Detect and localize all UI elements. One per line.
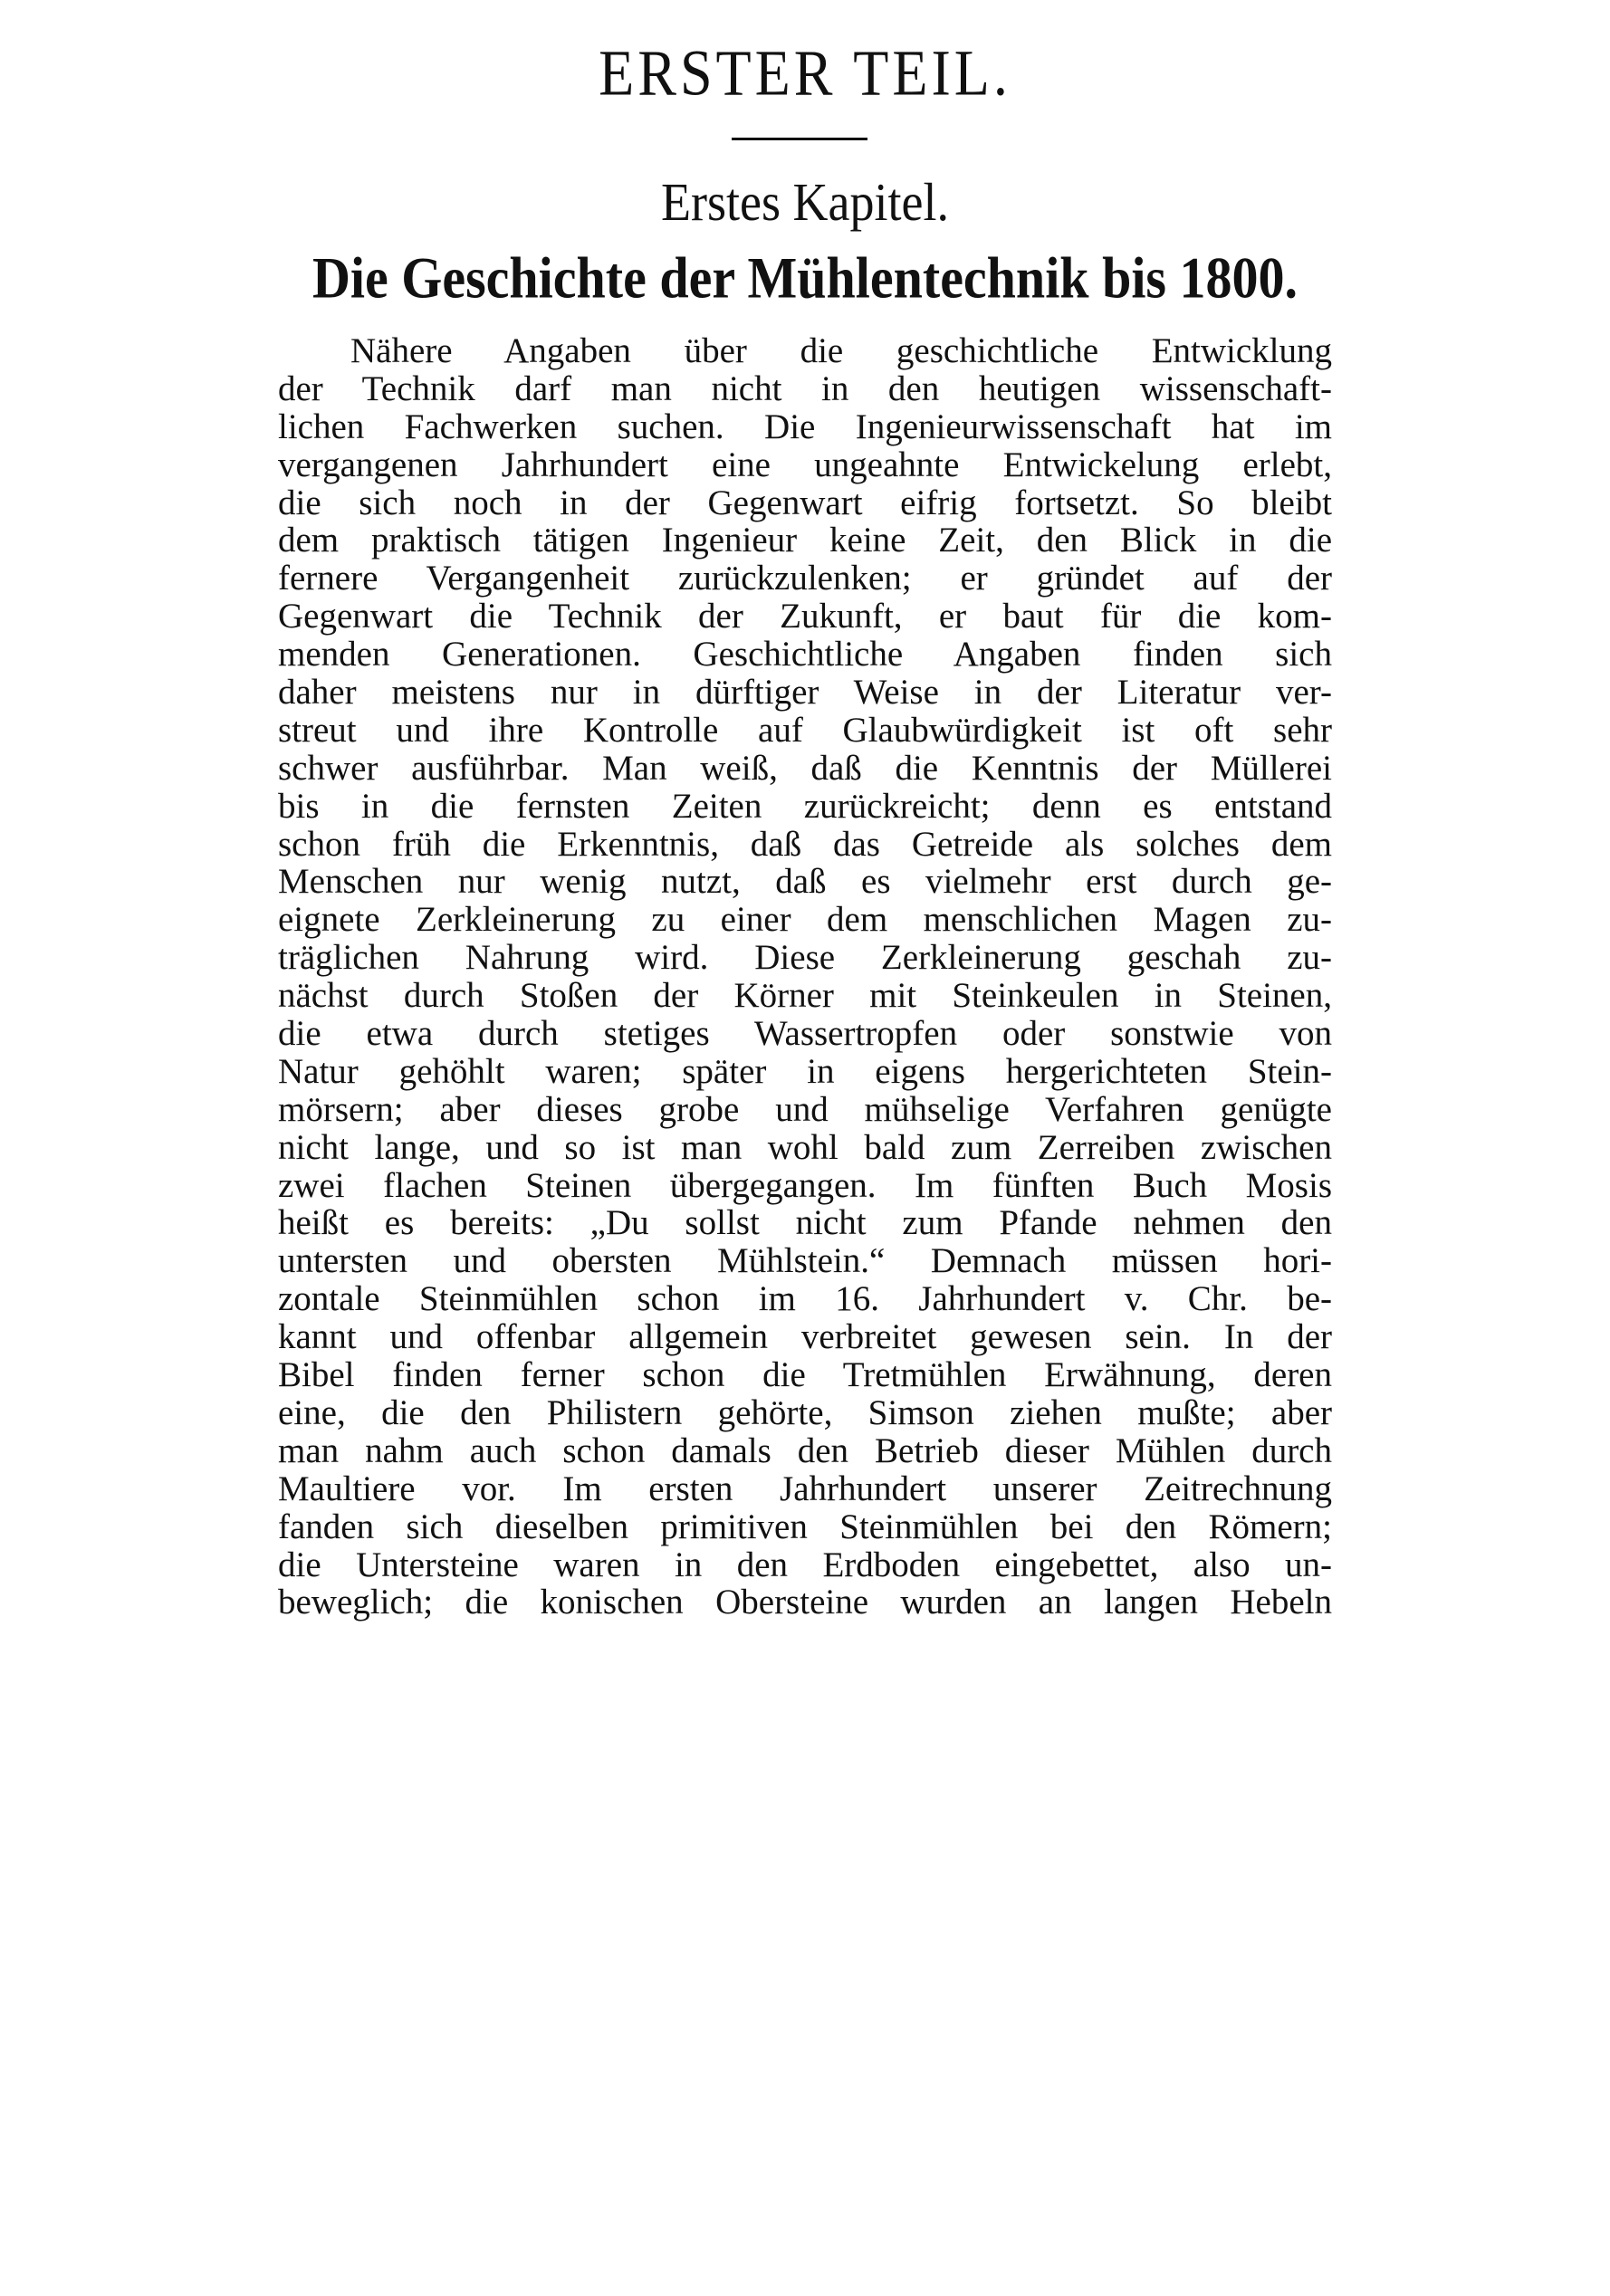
text-line: dem praktisch tätigen Ingenieur keine Zeit, den Blick in die xyxy=(278,521,1332,560)
text-line: Gegenwart die Technik der Zukunft, er baut für die kom- xyxy=(278,597,1332,636)
text-line: untersten und obersten Mühlstein.“ Demnach müssen hori- xyxy=(278,1241,1332,1281)
text-line: streut und ihre Kontrolle auf Glaubwürdigkeit ist oft sehr xyxy=(278,710,1332,750)
text-line: der Technik darf man nicht in den heutigen wissenschaft- xyxy=(278,368,1332,408)
body-paragraph xyxy=(278,332,1332,1622)
text-line: träglichen Nahrung wird. Diese Zerkleinerung geschah zu- xyxy=(278,938,1332,978)
text-line: schwer ausführbar. Man weiß, daß die Kenntnis der Müllerei xyxy=(278,748,1332,788)
text-line: beweglich; die konischen Obersteine wurden an langen Hebeln xyxy=(278,1583,1332,1622)
text-line: zontale Steinmühlen schon im 16. Jahrhundert v. Chr. be- xyxy=(278,1279,1332,1319)
text-line: nächst durch Stoßen der Körner mit Steinkeulen in Steinen, xyxy=(278,976,1332,1016)
chapter-label: Erstes Kapitel. xyxy=(661,172,949,232)
text-line: zwei flachen Steinen übergegangen. Im fünften Buch Mosis xyxy=(278,1165,1332,1205)
chapter-title: Die Geschichte der Mühlentechnik bis 1800. xyxy=(311,244,1299,311)
text-line: lichen Fachwerken suchen. Die Ingenieurwissenschaft hat im xyxy=(278,407,1332,446)
text-line: eignete Zerkleinerung zu einer dem menschlichen Magen zu- xyxy=(278,900,1332,940)
text-line: vergangenen Jahrhundert eine ungeahnte Entwickelung erlebt, xyxy=(278,445,1332,484)
text-line: die sich noch in der Gegenwart eifrig fortsetzt. So bleibt xyxy=(278,483,1332,522)
text-line: heißt es bereits: „Du sollst nicht zum Pfande nehmen den xyxy=(278,1203,1332,1243)
text-line: die Untersteine waren in den Erdboden eingebettet, also un- xyxy=(278,1545,1332,1584)
text-line: die etwa durch stetiges Wassertropfen oder sonstwie von xyxy=(278,1014,1332,1054)
text-line: fanden sich dieselben primitiven Steinmühlen bei den Römern; xyxy=(278,1507,1332,1546)
text-line: Maultiere vor. Im ersten Jahrhundert unserer Zeitrechnung xyxy=(278,1468,1332,1508)
text-line: mörsern; aber dieses grobe und mühselige Verfahren genügte xyxy=(278,1089,1332,1129)
text-line: man nahm auch schon damals den Betrieb dieser Mühlen durch xyxy=(278,1430,1332,1470)
text-line: schon früh die Erkenntnis, daß das Getreide als solches dem xyxy=(278,824,1332,864)
text-line: nicht lange, und so ist man wohl bald zum Zerreiben zwischen xyxy=(278,1127,1332,1167)
text-line: daher meistens nur in dürftiger Weise in der Literatur ver- xyxy=(278,673,1332,713)
text-line: Nähere Angaben über die geschichtliche Entwicklung xyxy=(350,331,1332,370)
part-title: ERSTER TEIL. xyxy=(599,36,1011,110)
text-line: kannt und offenbar allgemein verbreitet gewesen sein. In der xyxy=(278,1317,1332,1357)
text-line: eine, die den Philistern gehörte, Simson ziehen mußte; aber xyxy=(278,1392,1332,1432)
text-line: Bibel finden ferner schon die Tretmühlen Erwähnung, deren xyxy=(278,1355,1332,1395)
text-line: Natur gehöhlt waren; später in eigens hergerichteten Stein- xyxy=(278,1051,1332,1091)
text-line: bis in die fernsten Zeiten zurückreicht; denn es entstand xyxy=(278,786,1332,826)
text-line: menden Generationen. Geschichtliche Angaben finden sich xyxy=(278,635,1332,674)
text-line: Menschen nur wenig nutzt, daß es vielmehr erst durch ge- xyxy=(278,862,1332,902)
section-divider xyxy=(732,138,867,140)
text-line: fernere Vergangenheit zurückzulenken; er gründet auf der xyxy=(278,559,1332,598)
